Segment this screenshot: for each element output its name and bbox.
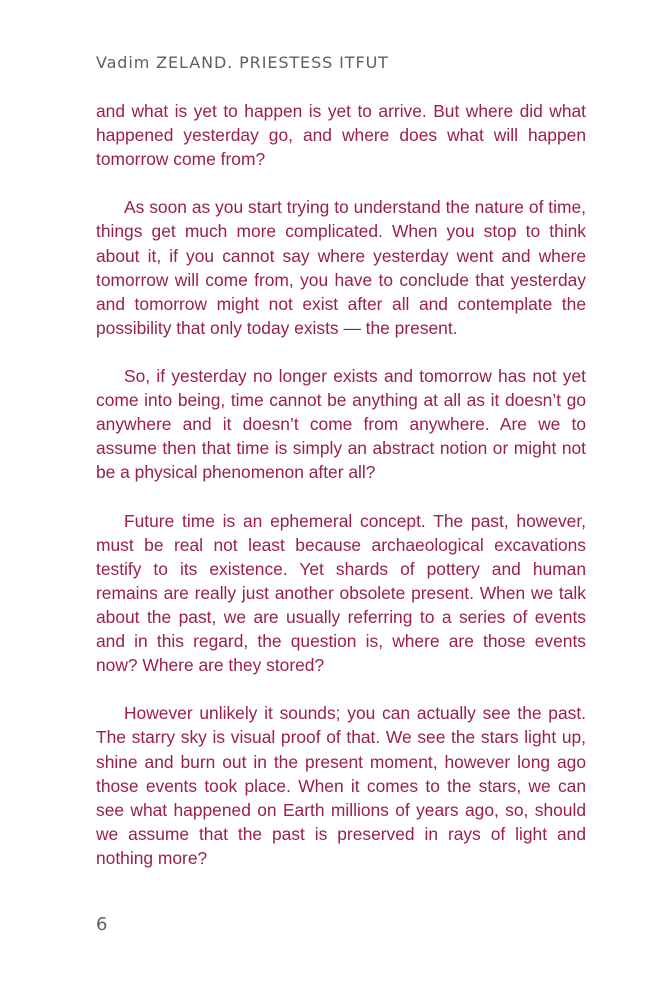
body-text [96,99,586,894]
paragraph-2: As soon as you start trying to understand the nature of time, things get much more complicated. When you stop to think about it, if you cannot say where yesterday went and where tomorrow will come from, you have to conclude that yesterday and tomorrow might not exist after all and contemplate the possibility that only today exists — the present. [96,197,586,338]
paragraph-1: and what is yet to happen is yet to arrive. But where did what happened yesterday go, and where does what will happen tomorrow come from? [96,101,586,170]
running-header: Vadim ZELAND. PRIESTESS ITFUT [96,53,389,72]
page-number: 6 [96,914,108,935]
paragraph-4: Future time is an ephemeral concept. The past, however, must be real not least because archaeological excavations testify to its existence. Yet shards of pottery and human remains are really just another obsolete present. When we talk about the past, we are usually referring to a series of events and in this regard, the question is, where are those events now? Where are they stored? [96,510,586,676]
paragraph-3: So, if yesterday no longer exists and tomorrow has not yet come into being, time cannot be anything at all as it doesn’t go anywhere and it doesn’t come from anywhere. Are we to assume then that time is simply an abstract notion or might not be a physical phenomenon after all? [96,366,586,483]
paragraph-5: However unlikely it sounds; you can actually see the past. The starry sky is visual proof of that. We see the stars light up, shine and burn out in the present moment, however long ago those events took place. When it comes to the stars, we can see what happened on Earth millions of years ago, so, should we assume that the past is preserved in rays of light and nothing more? [96,703,586,868]
